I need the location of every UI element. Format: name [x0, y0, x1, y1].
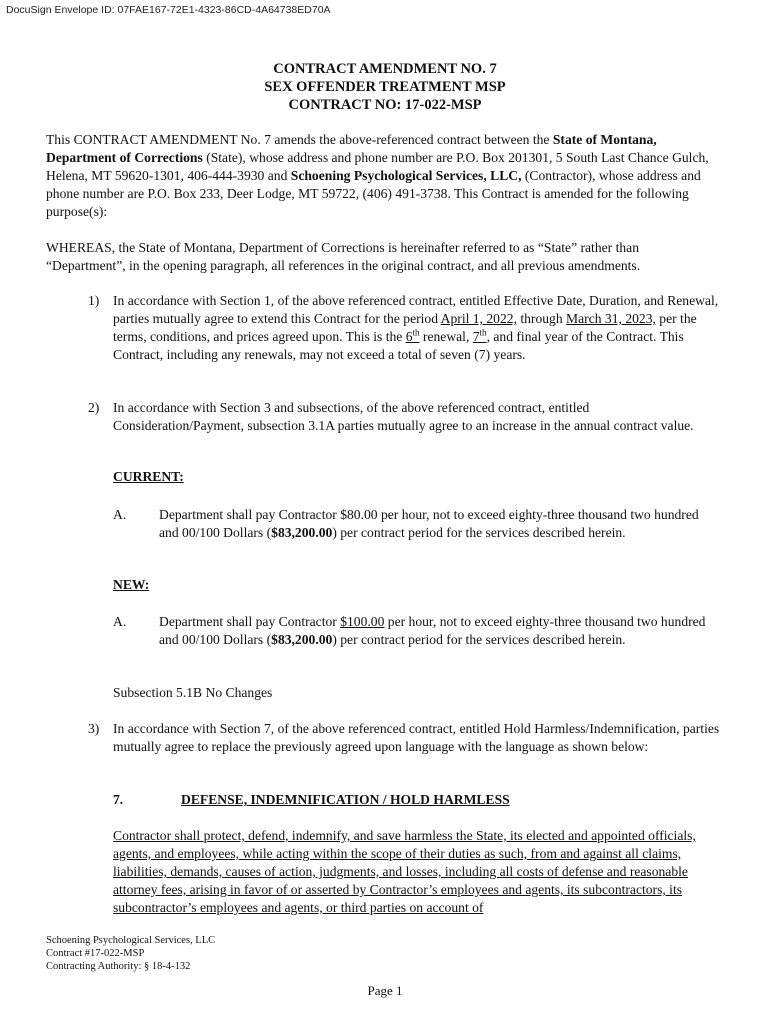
item-3-number: 3)	[88, 721, 100, 736]
defense-paragraph: Contractor shall protect, defend, indemnify, and save harmless the State, its elected and appointed officials, agents, and employees, while acting within the scope of their duties as such, from and against all claims, liabilities, demands, causes of action, judgments, and losses, including all costs of defense and reasonable attorney fees, arising in favor of or asserted by Contractor’s employees and agents, its subcontractors, its subcontractor’s employees and agents, or third parties on account of	[113, 828, 696, 915]
intro-text-1: This CONTRACT AMENDMENT No. 7 amends the above-referenced contract between the	[46, 132, 553, 147]
subsection-note: Subsection 5.1B No Changes	[113, 685, 273, 700]
year-ordinal: 7th	[472, 327, 487, 344]
current-clause-label: A.	[113, 507, 127, 522]
whereas-paragraph: WHEREAS, the State of Montana, Department of Corrections is hereinafter referred to as “State” rather than “Department”, in the opening paragraph, all references in the original contract, and all previous amendments.	[46, 240, 641, 273]
title-line-2: SEX OFFENDER TREATMENT MSP	[264, 79, 506, 95]
current-heading: CURRENT:	[113, 469, 184, 484]
item-3-text: In accordance with Section 7, of the above referenced contract, entitled Hold Harmless/Indemnification, parties mutually agree to replace the previously agreed upon language with the language as shown below:	[113, 721, 720, 754]
title-line-3: CONTRACT NO: 17-022-MSP	[288, 97, 482, 113]
current-amount: $83,200.00	[271, 525, 333, 540]
item-2-number: 2)	[88, 400, 100, 415]
footer-line-1: Schoening Psychological Services, LLC	[46, 935, 216, 946]
intro-contractor-name: Schoening Psychological Services, LLC,	[290, 168, 522, 183]
item-1-number: 1)	[88, 293, 100, 308]
intro-state-name: State of Montana, Department of Corrections	[46, 132, 657, 165]
footer-line-3: Contracting Authority: § 18-4-132	[46, 961, 191, 972]
section-7-title: DEFENSE, INDEMNIFICATION / HOLD HARMLESS	[181, 792, 510, 807]
end-date: March 31, 2023,	[566, 311, 656, 326]
new-hourly-rate: $100.00	[340, 614, 385, 629]
page-number: Page 1	[367, 983, 403, 998]
new-amount: $83,200.00	[271, 632, 333, 647]
docusign-envelope-id: DocuSign Envelope ID: 07FAE167-72E1-4323-86CD-4A64738ED70A	[6, 4, 331, 16]
footer-line-2: Contract #17-022-MSP	[46, 948, 145, 959]
current-clause-text: Department shall pay Contractor $80.00 per hour, not to exceed eighty-three thousand two hundred and 00/100 Dollars ($83,200.00) per contract period for the services described herein.	[159, 507, 699, 540]
item-2-text: In accordance with Section 3 and subsections, of the above referenced contract, entitled Consideration/Payment, subsection 3.1A parties mutually agree to an increase in the annual contract value.	[113, 400, 694, 433]
start-date: April 1, 2022,	[440, 311, 517, 326]
item-1-text: In accordance with Section 1, of the above referenced contract, entitled Effective Date, Duration, and Renewal, parties mutually agree to extend this Contract for the period April 1, 2022, through March 31, 2023, per the terms, conditions, and prices agreed upon. This is the 6th renewal, 7th, and final year of the Contract. This Contract, including any renewals, may not exceed a total of seven (7) years.	[113, 293, 719, 362]
intro-text-2: (State), whose address and phone number are P.O. Box 201301, 5 South Last Chance Gulch, Helena, MT 59620-1301, 406-444-3930 and	[46, 150, 709, 183]
page-footer	[46, 934, 215, 973]
intro-paragraph	[46, 131, 722, 221]
title-line-1: CONTRACT AMENDMENT NO. 7	[273, 61, 497, 77]
intro-text-3: (Contractor), whose address and phone number are P.O. Box 233, Deer Lodge, MT 59722, (406) 491-3738. This Contract is amended for the following purpose(s):	[46, 168, 701, 219]
new-clause-label: A.	[113, 614, 127, 629]
new-clause-text: Department shall pay Contractor $100.00 per hour, not to exceed eighty-three thousand two hundred and 00/100 Dollars ($83,200.00) per contract period for the services described herein.	[159, 614, 706, 647]
section-7-number: 7.	[113, 792, 124, 807]
document-title	[0, 60, 770, 114]
renewal-ordinal: 6th	[405, 327, 420, 344]
new-heading: NEW:	[113, 577, 150, 592]
